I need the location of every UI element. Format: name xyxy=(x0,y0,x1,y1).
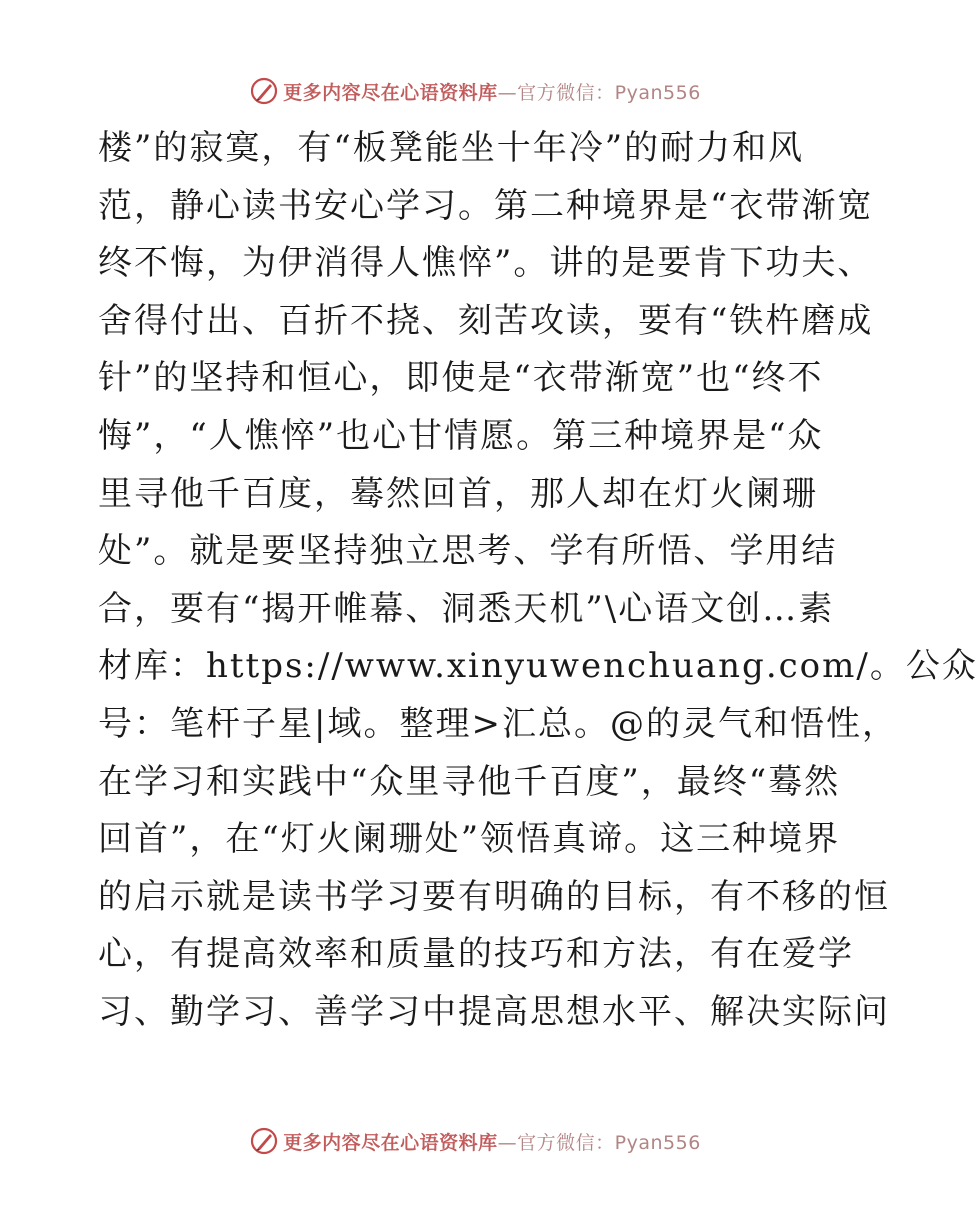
text-line: 终不悔，为伊消得人憔悴”。讲的是要肯下功夫、 xyxy=(98,243,874,284)
text-line: 楼”的寂寞，有“板凳能坐十年冷”的耐力和风 xyxy=(98,128,805,168)
footer-banner-main: 更多内容尽在心语资料库 xyxy=(283,1131,498,1154)
text-line: 处”。就是要坚持独立思考、学有所悟、学用结 xyxy=(98,531,838,572)
footer-banner-tail: —官方微信：Pyan556 xyxy=(497,1131,701,1154)
header-banner-text xyxy=(283,78,701,105)
text-line: 针”的坚持和恒心，即使是“衣带渐宽”也“终不 xyxy=(98,358,824,399)
header-banner xyxy=(0,71,950,111)
text-line: 里寻他千百度，蓦然回首，那人却在灯火阑珊 xyxy=(98,473,818,514)
text-line: 心，有提高效率和质量的技巧和方法，有在爱学 xyxy=(98,934,854,975)
text-line: 的启示就是读书学习要有明确的目标，有不移的恒 xyxy=(98,876,890,917)
text-line: 习、勤学习、善学习中提高思想水平、解决实际问 xyxy=(98,991,890,1032)
text-line: 舍得付出、百折不挠、刻苦攻读，要有“铁杵磨成 xyxy=(98,300,874,341)
quill-pen-circle-icon xyxy=(249,76,279,106)
quill-pen-circle-icon xyxy=(249,1126,279,1156)
document-body xyxy=(98,120,978,1042)
text-line: 材库：https://www.xinyuwenchuang.com/。公众 xyxy=(98,646,978,687)
text-line: 号：笔杆子星|域。整理>汇总。@的灵气和悟性， xyxy=(98,703,898,744)
text-line: 范，静心读书安心学习。第二种境界是“衣带渐宽 xyxy=(98,185,874,226)
text-line: 悔”，“人憔悴”也心甘情愿。第三种境界是“众 xyxy=(98,415,824,456)
footer-banner xyxy=(0,1121,950,1161)
text-line: 在学习和实践中“众里寻他千百度”，最终“蓦然 xyxy=(98,761,841,802)
text-line: 回首”，在“灯火阑珊处”领悟真谛。这三种境界 xyxy=(98,819,841,860)
header-banner-main: 更多内容尽在心语资料库 xyxy=(283,81,498,104)
footer-banner-text xyxy=(283,1128,701,1155)
text-line: 合，要有“揭开帷幕、洞悉天机”\心语文创…素 xyxy=(98,588,835,629)
header-banner-tail: —官方微信：Pyan556 xyxy=(497,81,701,104)
